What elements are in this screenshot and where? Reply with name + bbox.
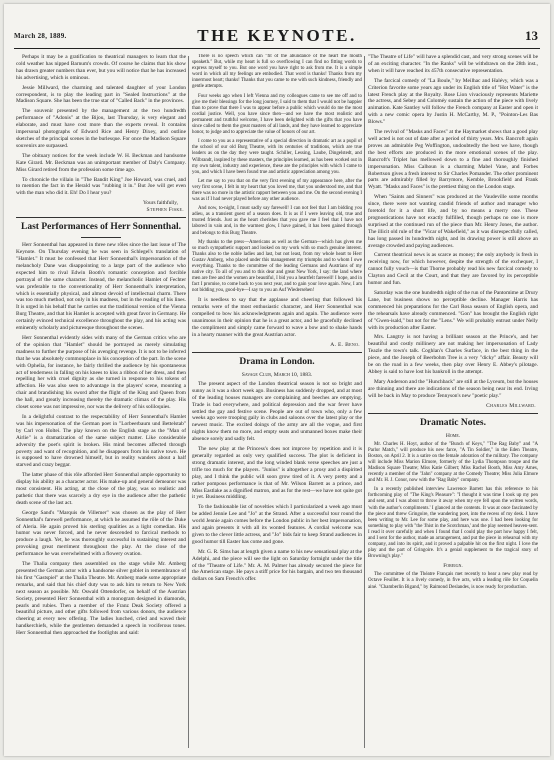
paragraph: Perhaps it may be a gratification to theatrical managers to learn that the cold weather has nipped Barnum's crowds. Of course he claims that his show has drawn greater numbers than ever, but you will notice that he has increased his advertising, which is ominous. <box>16 54 186 81</box>
article-heading: Drama in London. <box>239 356 315 367</box>
subheading-foreign: Foreign. <box>443 563 463 570</box>
section-divider <box>192 352 362 353</box>
paragraph: The latter phase of this rôle afforded Herr Sonnenthal ample opportunity to display his ability as a character actor. His make-up and general demeanor was most consistent. His acting, at the close of the play, was so realistic and pathetic that there was scarcely a dry eye in the audience after the pathetic death scene of the last act. <box>16 472 186 506</box>
speech-paragraph: And now, to-night, I must sadly say farewell! I can not feel that I am bidding you adieu, as a transient guest of a season does. It is as if I were leaving old, true and trusted friends. Just as the heart cherishes that you gave me I feel that I have not labored in vain and, in the warmest glow, I have gained, it has been gained through and belongs to this Burg Theatre. <box>192 206 362 236</box>
paragraph: Current theatrical news is as scarce as money; the only anybody is fresh in receiving now, for which however, despite the strength of the exchequer, I cannot fully vouch—is that Thorne probably read his new farcical comedy to Clayton and Cecil at the Court, and that they are favored by its perceptible humor and fun. <box>368 252 538 287</box>
paragraph: To chronicle the villain in "The Bandit King" Joe Howard, was cruel, and to mention the fact in the Herald was "rubbing it in." But Joe will get even with the man who did it. Eh! Do I hear you? <box>16 176 186 197</box>
paragraph: Mrs. Langtry is not having a brilliant season at the Prince's, and her beautiful and costly millinery are not making her impersonation of Lady Teazle the town's talk. Coghlan's Charles Surface, in the best thing in the piece, and the Joseph of Beerbohm Tree is a very "dicky" affair. Beauty will be on the road in a few weeks, then play over Henry E. Abbey's pilotage. Abbey is said to have lost his bankroll in the attempt. <box>368 334 538 375</box>
section-divider <box>368 413 538 414</box>
subheading-home: Home. <box>445 432 461 439</box>
article-signature: Charles Millward. <box>486 402 536 409</box>
paragraph: The committee of the Théatre Français met recently to hear a new play read by Octave Feuillet. It is a lively comedy, in five acts, with a leading rôle for Coquelin ainé. "Chamberlin Bigand," by Raimond Deslandes, is now ready for production. <box>368 572 538 590</box>
letter-closing: Yours faithfully, <box>142 200 178 207</box>
paragraph: The farcical comedy of "La Boule," by Meilhac and Halévy, which was a Criterion favorite some years ago under its English title of "Hot Water" is the latest French play at the Royalty. Rose Lion vivaciously represents Mariette the actress, and Sebey and Coloméy sustain the action of the piece with lively animation. Kate Santley will follow the French company at Easter and open it with a new comic opera by Justin H. McCarthy, M. P., "Pointon-Les Bas Blows." <box>368 77 538 126</box>
paragraph: To the fashionable list of novelties which I particularized a week ago must be added Jennie Lee and "Jo" at the Strand. After a successful tour round the world Jennie again comes before the London public in her best impersonation, and again presents it with all its wonted features. A cordial welcome was given to the clever little actress, and "Jo" bids fair to keep Strand audiences in good humor till Easter has come and gone. <box>192 504 362 545</box>
fiske-letter <box>16 54 186 213</box>
article-heading: Last Performances of Herr Sonnenthal. <box>21 222 181 233</box>
sonnenthal-speech <box>192 54 362 294</box>
sonnenthal-article <box>16 222 186 637</box>
drama-london-article <box>192 357 362 583</box>
paragraph: "The Theatre of Life" will have a splendid cast, and very strong scenes will be of an exciting character. "In the Ranks" will be withdrawn on the 28th inst., when it will have reached its 457th consecutive representation. <box>368 54 538 74</box>
paragraph: The obituary notices for the week include W. H. Beckman and handsome Kate Girard. Mr. Beckman was an unimportant member of Daly's Company. Miss Girard retired from the profession some time ago. <box>16 152 186 173</box>
dateline: Savage Club, March 10, 1883. <box>241 371 313 378</box>
speech-paragraph: I come to you as a representative of a special direction in dramatic art as a pupil of the school of our old Burg Theatre, with its centuries of traditions, which are true leaders as on the day they were taught. Schiller, Lessing, Laube, Dingelstedt, and Wilbrandt, inspired by these masters, the principles learned, as has been worked out in my own talent, industry and experience, these are the principles with which I came to you, and which I have been found true and artistic appreciation among you. <box>192 139 362 175</box>
dramatic-notes <box>368 418 538 591</box>
paragraph: George Sand's "Marquis de Villemer" was chosen as the play of Herr Sonnenthal's farewell performance, at which he assumed the rôle of the Duke of Aleria. He again proved his sterling qualities as a light comedian. His humor was never forced, and he never descended to farcical methods to produce a laugh. Yet, he was thoroughly successful in sustaining interest and provoking great merriment throughout the play. At the close of the performance he was overwhelmed with a flowery ovation. <box>16 509 186 558</box>
paragraph: Mr. G. R. Sims has at length given a name to his new sensational play at the Adelphi, and the piece will see the light on Saturday fortnight under the title of the "Theatre of Life." Mr. A. M. Palmer has already secured the piece for the American stage. He pays a stiff price for his bargain, and two ten thousand dollars on Sam French's offer. <box>192 548 362 583</box>
newspaper-page <box>4 4 550 756</box>
column-rule <box>364 56 365 748</box>
paragraph: The new play at the Princess's does not improve by repetition and it is generally regarded as only very qualified success. The plot is deficient in strong dramatic interest, and the long winded blank verse speeches are just a trifle too much for the players. "Junius" is altogether a prosy and a dispirited play, and I think the public will soon grow tired of it. A very pretty and a rather pompous performance is that of Mr. Wilson Barrett as a prince, and Miss Eastlake as a dignified matron, and as for the rest—we have not quite got it yet. Business middling. <box>192 446 362 501</box>
paragraph: In a delightful contrast to the respectability of Herr Sonnenthal's Hamlet was his impersonation of the German poet in "Lorbeerbaum und Bettelstab" by Carl von Holtei. The play known on the English stage as the "Man of Airlie" is a dramatization of the same subject matter. Like considerable adversity the poet's spirit is broken. His mind becomes affected through poverty and want of recognition, and he disappears from his native town. He is supposed to have drowned himself, but in reality wanders about a half starved and crazy beggar. <box>16 413 186 469</box>
paragraph: Mary Anderson and the "Hunchback" are still at the Lyceum, but the houses are thinning and there are indications of the season being near its end. Irving will be back in May to produce Tennyson's new "poetic play." <box>368 378 538 399</box>
paragraph: The present aspect of the London theatrical season is not so bright and sunny as it was a short week ago. Business has suddenly dropped, and at most of the leading houses managers are complaining and beeches are emptying. Trade is bad everywhere, and political depression and the war fever have settled the gay and festive scene. People are out of town who, only a few weeks ago were trooping gaily in clubs and saloons over the latest play or the newest music. The excited doings of the army are all the vogue, and first nights know them no more, and empty seats and unmanned boxes make their absence sorely and sadly felt. <box>192 380 362 443</box>
masthead <box>14 26 540 49</box>
paragraph: Herr Sonnenthal evidently sides with many of the German critics who are of the opinion that "Hamlet" should be portrayed as merely simulating madness to further the purpose of his avenging revenge. It is not to be inferred that he was absolutely commonplace in his conception of the part. In the scene with Ophelia, for instance, he fairly thrilled the audience by his spontaneous act of tenderness in falling on his knees to kiss a ribbon of her dress, and then repelling her with cruel dignity as she turned in response to his tokens of affection. He was also seen to advantage in the players' scene, mounting a chair and brandishing his sword after the flight of the King and Queen from the hall, and greatly increasing thereby the dramatic climax of the play. His closet scene was not impressive, nor was the delivery of his soliloquies. <box>16 335 186 411</box>
paragraph: Jessie Millward, the charming and talented daughter of your London correspondent, is to play the leading part in "Sealed Instructions" at the Madison Square. She has been the true star of "Called Back" in the provinces. <box>16 84 186 105</box>
column-right <box>368 54 538 750</box>
paragraph: When "Saints and Sinners" was produced at the Vaudeville some months since, there were not wanting candid friends of author and manager who foretold for it a short life, and by no means a merry one. These prognostications have not exactly fulfilled, though perhaps no one is more surprised at the continued run of the piece than Mr. Henry Jones, the author. The illicit old rule of the "Vicar of Wakefield," as it was disrespectfully called, has long passed its hundredth night, and its drawing power is still above an average crowded and paying audiences. <box>368 194 538 249</box>
speech-paragraph: Four weeks ago when I left Vienna and my colleagues came to see me off and to give me their blessings for the long journey, I said to them that I would not be happier than to prove that there I was to appear before a public which would do me the most cordial justice. Well, you have since then—and we have the most realistic and permanent and truthful welcome, I have been delighted with the gifts that you have since called to them the great masters of all lands, and they have learned to appreciate honor, to judge and to appreciate the value of honors of our art. <box>192 93 362 136</box>
speech-paragraph: There is no speech which can "fit of the abundance of the heart the mouth speaketh." But, while my heart is full so overflowing I can find no fitting words to express myself to you. But one word you have right to ask from me. It is a simple word in which all my feelings are embodied. That word is thanks! Thanks from my innermost heart; thanks! Thanks that you came to me with such kindness, friendly and gentle attempts. <box>192 54 362 90</box>
paragraph: The Thalia company then assembled on the stage while Mr. Amberg presented the German actor with a handsome silver goblet in remembrance of his first "Gastspiel" at the Thalia Theatre. Mr. Amberg made some appropriate remarks, and said that his chief duty was to ask him to return to New York next season as possible. Mr. Oswald Ottendorfer, on behalf of the Austrian Society, presented Herr Sonnenthal with a monogram designed in diamonds, pearls and rubies. Then a member of the Franz Deak Society offered a beautiful picture, and other gifts followed from various donors, the audience cheering at every new offering. The ladies lunched, cried and waved their handkerchiefs, while the gentlemen demanded a speech in vociferous tones. Herr Sonnenthal then approached the footlights and said: <box>16 561 186 637</box>
notes-body <box>368 442 538 591</box>
paragraph: Saturday was the one hundredth night of the run of the Pantomime at Drury Lane, but business shows no perceptible decline. Manager Harris has commenced his preparations for the Carl Rosa season of English opera, and the rehearsals have already commenced. "Gon" has brought the English right of "Gwen-isald," but not for the "Lens." We will probably entrust under Nelly with its production after Easter. <box>368 290 538 331</box>
speech-paragraph: Let me say to you that on the very first evening of my appearance here, after the very first scene, I felt in my heart that you loved me, that you understood me, and that there was no more in the artistic rapport between you and me. On the second evening I was as if I had never played before any other audience. <box>192 178 362 203</box>
column-rule <box>188 56 189 748</box>
speech-paragraph: My thanks to the press—Americans as well as the German—which has given me so much sympathetic support and looked on my work with so much genuine interest. Thanks also to the noble ladies and last, but not least, from my whole heart to Herr Gustav Amberg, who placed under this management my triumphs and to whom I owe everything. Thanks to the committee of the leading Germans and Austrians of my native city. To all of you and to this dear and great New York, I say: the land where men are free and the women are beautiful, I bid you a heartfelt farewell! I hope, and in fact I promise, to come back to you next year, and to gain your love again. Now, I am not bidding you, good-bye—I say to you an Auf Wiedersehen! <box>192 239 362 294</box>
article-signature: A. E. Beno. <box>330 341 360 348</box>
section-divider <box>16 217 186 218</box>
publication-title: THE KEYNOTE. <box>197 26 357 45</box>
paragraph: In a recently published interview Lawrence Barrett has this reference to his forthcoming play of "The King's Pleasure": "I thought it was time I took up my pen and sent, and I was about to throw it away when my eye fell upon the written words, 'with the author's compliments.' I glanced at the contents. It was at once fascinated by the piece and threw Gringoire, the wandering poet, into the recess of my desk. I have been writing to Mr. Lee for some play, and here was one. I had been looking for something to play with "the 'Jhist in the Scotchman,' and the play seemed heaven-sent. I read it over carefully and when I found that I could play the part how happy I felt, and I sent for the author, made an arrangement, and put the piece in rehearsal with my company, and into its spirit, and it proved a palpable hit on the first night. I love the play and the part of Gringoire. It's a genial supplement to the tragical story of Browning's play." <box>368 487 538 560</box>
paragraph: The revival of "Masks and Faces" at the Haymarket shows that a good play well acted is not out of date after a period of thirty years. Mrs. Bancroft again proves an admirable Peg Woffington, undoubtedly the best we have, though the best efforts are produced in the more emotional scenes of the play. Bancroft's Triplet has mellowed down to a fine and thoroughly finished impersonation. Miss Calhoun is a charming Mabel Vane, and Forbes Robertson gives a fresh interest to Sir Charles Pomander. The other prominent parts are admirably filled by Barrymore, Kemble, Brookfield and Frank Wyatt. "Masks and Faces" is the prettiest thing on the London stage. <box>368 129 538 191</box>
column-left <box>16 54 186 750</box>
column-middle <box>192 54 362 750</box>
issue-date: March 28, 1889. <box>14 32 67 40</box>
page-number: 13 <box>525 28 538 43</box>
paragraph: It is needless to say that the applause and cheering that followed his remarks were of the most enthusiastic character, and Herr Sonnenthal was compelled to bow his acknowledgments again and again. The audience were unanimous in their opinion that he is a great actor, and he gracefully declined the compliment and simply came forward to wave a bow and to shake hands in a hearty manner with the great Austrian actor. <box>192 297 362 338</box>
heading-rule <box>81 237 121 238</box>
paragraph: Mr. Charles H. Hoyt, author of the "Bunch of Keys," "The Rag Baby" and "A Parlor Match," will produce his new farce, "A Tin Soldier," in the Eden Theatre, Boston, on April 2. It is a satire on the female adoration of the military. The company will include Miss Marion Elmore, formerly of the Lydia Thompson troupe and the Madison Square Theatre; Miss Katie Gilbert; Miss Rachel Booth, Miss Amy Ames, recently a member of the "Jahn" company at the Comedy Theatre; Miss Julia Elmore and Mr. H. J. Conor, now with the "Rag Baby" company. <box>368 441 538 484</box>
paragraph: Herr Sonnenthal has appeared in three new rôles since the last issue of The Keynote. On Thursday evening he was seen in Schlegel's translation of "Hamlet." It must be confessed that Herr Sonnenthal's impersonation of the melancholy Dane was disappointing to a large part of the audience who expected him to rival Edwin Booth's romantic conception and forcible portrayal of the same character. Instead, the melancholic Hamlet of Fechter was preferable to the conventionality of Herr Sonnenthal's interpretation, which is essentially physical, and almost devoid of intellectual charm. There was too much method, not only in his madness, but in the reading of his lines. It is urged in his behalf that he carries out the traditional version of the Vienna Burg Theatre, and that his Hamlet is accepted with great favor in Germany. He certainly evinced technical excellence throughout the play, and his acting was eminently scholarly and picturesque throughout the scenes. <box>16 242 186 332</box>
article-heading: Dramatic Notes. <box>420 417 486 428</box>
letter-signature: Stephen Fiske. <box>146 207 184 214</box>
paragraph: The souvenir presented by the management at the two hundredth performance of "Adonis" at the Bijou, last Thursday, is very elegant and elaborate, and must have cost more than the experts reveal. It contains impersonal photographs of Edward Rice and Henry Dixey, and outline sketches of the principal scenes in the burlesque. For once the Madison Square souvenirs are surpassed. <box>16 108 186 149</box>
